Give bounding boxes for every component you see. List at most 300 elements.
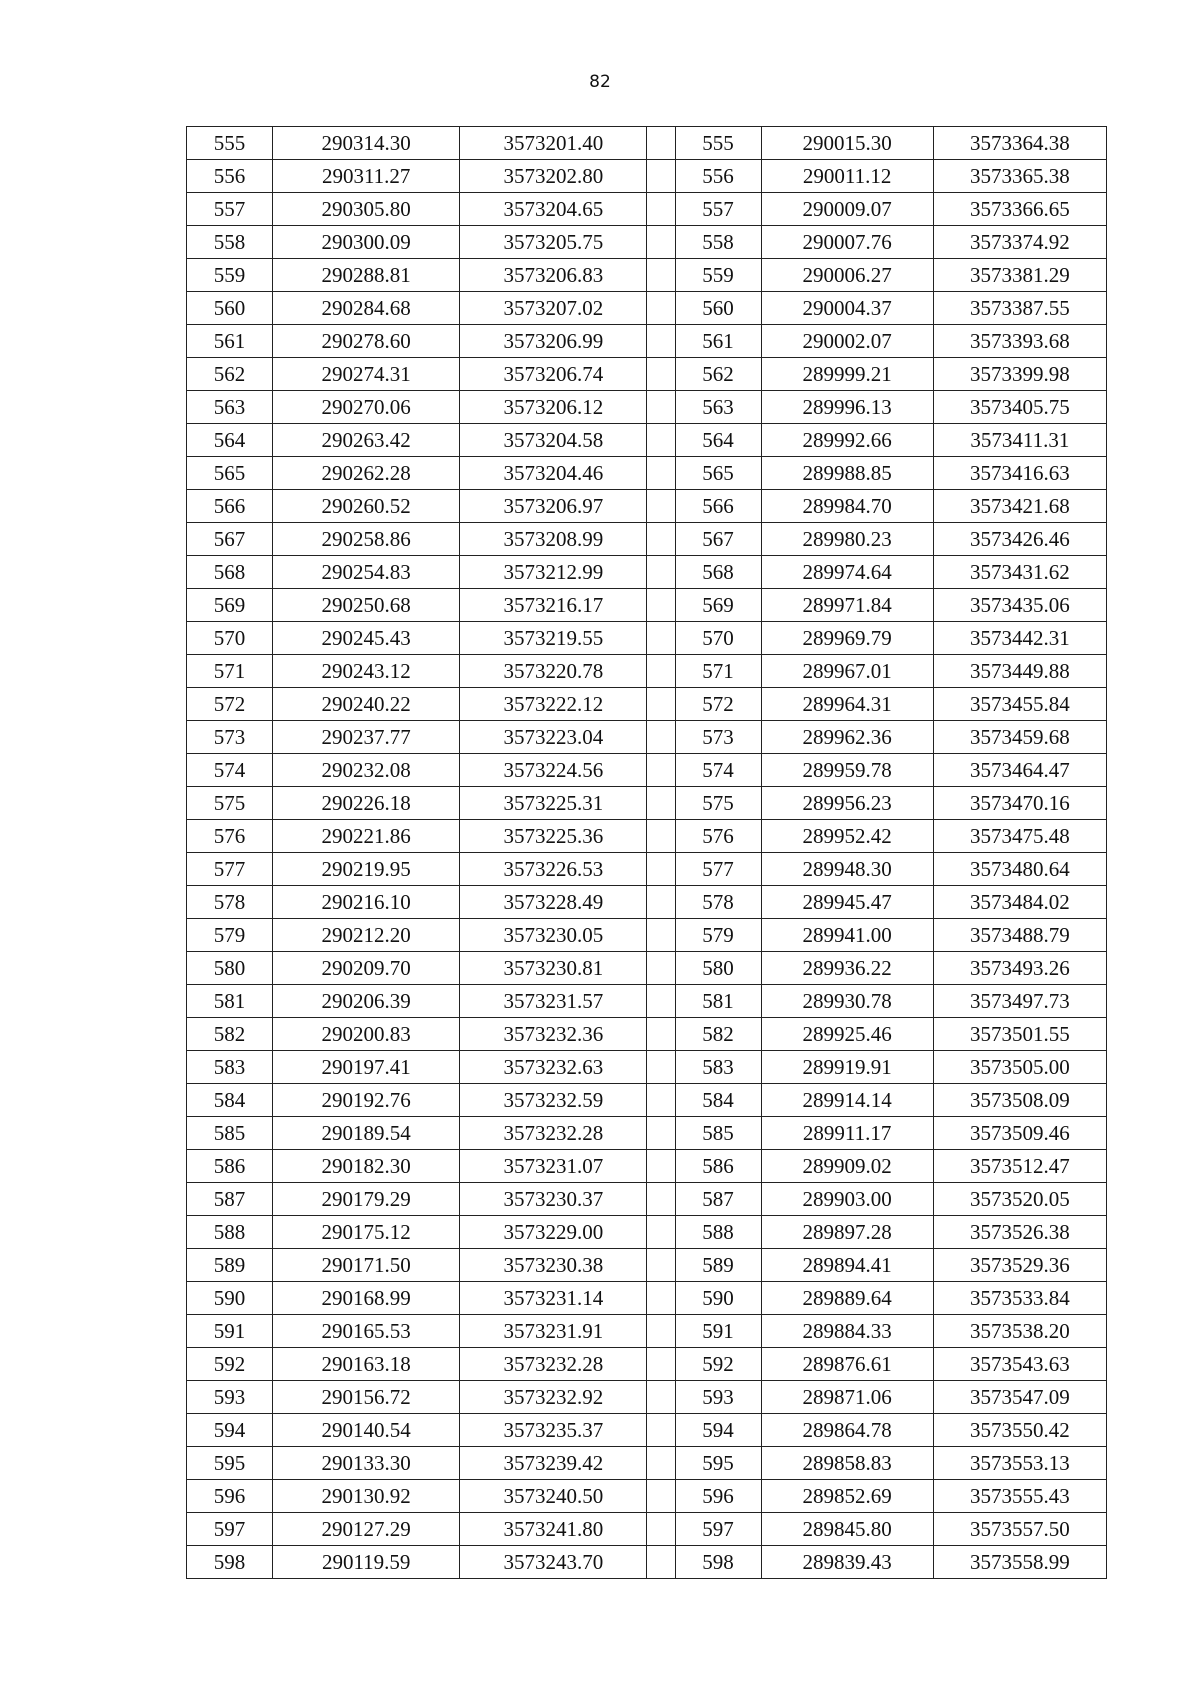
y-coord-right-cell: 3573501.55 xyxy=(933,1018,1106,1051)
point-id-left-cell: 593 xyxy=(187,1381,273,1414)
x-coord-right-cell: 289945.47 xyxy=(761,886,933,919)
y-coord-right-cell: 3573387.55 xyxy=(933,292,1106,325)
table-row xyxy=(187,127,1107,160)
x-coord-left-cell: 290270.06 xyxy=(273,391,460,424)
point-id-left-cell: 567 xyxy=(187,523,273,556)
x-coord-left-cell: 290260.52 xyxy=(273,490,460,523)
x-coord-right-cell: 289871.06 xyxy=(761,1381,933,1414)
coordinates-table xyxy=(186,126,1107,1579)
x-coord-left-cell: 290278.60 xyxy=(273,325,460,358)
y-coord-right-cell: 3573399.98 xyxy=(933,358,1106,391)
table-row xyxy=(187,1051,1107,1084)
x-coord-left-cell: 290245.43 xyxy=(273,622,460,655)
y-coord-left-cell: 3573231.57 xyxy=(460,985,647,1018)
y-coord-right-cell: 3573480.64 xyxy=(933,853,1106,886)
point-id-right-cell: 573 xyxy=(675,721,761,754)
point-id-right-cell: 567 xyxy=(675,523,761,556)
point-id-right-cell: 563 xyxy=(675,391,761,424)
y-coord-right-cell: 3573374.92 xyxy=(933,226,1106,259)
point-id-left-cell: 566 xyxy=(187,490,273,523)
x-coord-right-cell: 289967.01 xyxy=(761,655,933,688)
y-coord-right-cell: 3573509.46 xyxy=(933,1117,1106,1150)
y-coord-right-cell: 3573364.38 xyxy=(933,127,1106,160)
point-id-left-cell: 598 xyxy=(187,1546,273,1579)
y-coord-left-cell: 3573225.31 xyxy=(460,787,647,820)
separator-cell xyxy=(647,1249,675,1282)
y-coord-left-cell: 3573204.46 xyxy=(460,457,647,490)
x-coord-right-cell: 289971.84 xyxy=(761,589,933,622)
table-row xyxy=(187,1117,1107,1150)
separator-cell xyxy=(647,721,675,754)
point-id-right-cell: 590 xyxy=(675,1282,761,1315)
table-row xyxy=(187,457,1107,490)
point-id-right-cell: 566 xyxy=(675,490,761,523)
x-coord-left-cell: 290130.92 xyxy=(273,1480,460,1513)
separator-cell xyxy=(647,424,675,457)
x-coord-right-cell: 289930.78 xyxy=(761,985,933,1018)
y-coord-right-cell: 3573464.47 xyxy=(933,754,1106,787)
x-coord-right-cell: 289852.69 xyxy=(761,1480,933,1513)
table-row xyxy=(187,1183,1107,1216)
x-coord-left-cell: 290314.30 xyxy=(273,127,460,160)
point-id-left-cell: 560 xyxy=(187,292,273,325)
x-coord-right-cell: 289992.66 xyxy=(761,424,933,457)
x-coord-left-cell: 290163.18 xyxy=(273,1348,460,1381)
point-id-right-cell: 556 xyxy=(675,160,761,193)
y-coord-left-cell: 3573240.50 xyxy=(460,1480,647,1513)
y-coord-right-cell: 3573505.00 xyxy=(933,1051,1106,1084)
separator-cell xyxy=(647,1381,675,1414)
separator-cell xyxy=(647,1546,675,1579)
y-coord-right-cell: 3573442.31 xyxy=(933,622,1106,655)
y-coord-left-cell: 3573201.40 xyxy=(460,127,647,160)
point-id-left-cell: 557 xyxy=(187,193,273,226)
point-id-left-cell: 581 xyxy=(187,985,273,1018)
y-coord-right-cell: 3573508.09 xyxy=(933,1084,1106,1117)
x-coord-left-cell: 290133.30 xyxy=(273,1447,460,1480)
x-coord-left-cell: 290197.41 xyxy=(273,1051,460,1084)
y-coord-right-cell: 3573459.68 xyxy=(933,721,1106,754)
x-coord-right-cell: 289864.78 xyxy=(761,1414,933,1447)
point-id-right-cell: 586 xyxy=(675,1150,761,1183)
x-coord-left-cell: 290189.54 xyxy=(273,1117,460,1150)
table-row xyxy=(187,754,1107,787)
separator-cell xyxy=(647,1216,675,1249)
table-row xyxy=(187,589,1107,622)
y-coord-left-cell: 3573220.78 xyxy=(460,655,647,688)
point-id-right-cell: 581 xyxy=(675,985,761,1018)
x-coord-right-cell: 289914.14 xyxy=(761,1084,933,1117)
point-id-left-cell: 584 xyxy=(187,1084,273,1117)
x-coord-left-cell: 290311.27 xyxy=(273,160,460,193)
x-coord-right-cell: 289984.70 xyxy=(761,490,933,523)
point-id-right-cell: 568 xyxy=(675,556,761,589)
point-id-right-cell: 585 xyxy=(675,1117,761,1150)
separator-cell xyxy=(647,688,675,721)
separator-cell xyxy=(647,490,675,523)
point-id-right-cell: 579 xyxy=(675,919,761,952)
table-row xyxy=(187,1150,1107,1183)
table-row xyxy=(187,919,1107,952)
x-coord-right-cell: 289903.00 xyxy=(761,1183,933,1216)
y-coord-right-cell: 3573435.06 xyxy=(933,589,1106,622)
y-coord-right-cell: 3573538.20 xyxy=(933,1315,1106,1348)
point-id-right-cell: 578 xyxy=(675,886,761,919)
separator-cell xyxy=(647,754,675,787)
point-id-left-cell: 587 xyxy=(187,1183,273,1216)
x-coord-right-cell: 289996.13 xyxy=(761,391,933,424)
x-coord-right-cell: 289919.91 xyxy=(761,1051,933,1084)
point-id-left-cell: 564 xyxy=(187,424,273,457)
x-coord-right-cell: 289845.80 xyxy=(761,1513,933,1546)
table-row xyxy=(187,1315,1107,1348)
y-coord-left-cell: 3573202.80 xyxy=(460,160,647,193)
point-id-right-cell: 557 xyxy=(675,193,761,226)
x-coord-left-cell: 290127.29 xyxy=(273,1513,460,1546)
point-id-left-cell: 565 xyxy=(187,457,273,490)
y-coord-right-cell: 3573557.50 xyxy=(933,1513,1106,1546)
x-coord-right-cell: 290007.76 xyxy=(761,226,933,259)
x-coord-left-cell: 290182.30 xyxy=(273,1150,460,1183)
x-coord-left-cell: 290300.09 xyxy=(273,226,460,259)
y-coord-right-cell: 3573493.26 xyxy=(933,952,1106,985)
separator-cell xyxy=(647,1315,675,1348)
point-id-left-cell: 559 xyxy=(187,259,273,292)
x-coord-left-cell: 290216.10 xyxy=(273,886,460,919)
x-coord-left-cell: 290240.22 xyxy=(273,688,460,721)
separator-cell xyxy=(647,820,675,853)
y-coord-right-cell: 3573411.31 xyxy=(933,424,1106,457)
point-id-right-cell: 569 xyxy=(675,589,761,622)
x-coord-left-cell: 290206.39 xyxy=(273,985,460,1018)
y-coord-right-cell: 3573455.84 xyxy=(933,688,1106,721)
y-coord-left-cell: 3573232.63 xyxy=(460,1051,647,1084)
y-coord-left-cell: 3573243.70 xyxy=(460,1546,647,1579)
point-id-left-cell: 573 xyxy=(187,721,273,754)
point-id-right-cell: 574 xyxy=(675,754,761,787)
y-coord-left-cell: 3573231.91 xyxy=(460,1315,647,1348)
point-id-left-cell: 596 xyxy=(187,1480,273,1513)
point-id-right-cell: 588 xyxy=(675,1216,761,1249)
x-coord-right-cell: 289974.64 xyxy=(761,556,933,589)
y-coord-left-cell: 3573222.12 xyxy=(460,688,647,721)
y-coord-right-cell: 3573526.38 xyxy=(933,1216,1106,1249)
x-coord-right-cell: 289858.83 xyxy=(761,1447,933,1480)
point-id-right-cell: 558 xyxy=(675,226,761,259)
y-coord-left-cell: 3573232.28 xyxy=(460,1117,647,1150)
x-coord-right-cell: 289925.46 xyxy=(761,1018,933,1051)
y-coord-right-cell: 3573381.29 xyxy=(933,259,1106,292)
separator-cell xyxy=(647,1018,675,1051)
x-coord-right-cell: 290009.07 xyxy=(761,193,933,226)
y-coord-left-cell: 3573232.92 xyxy=(460,1381,647,1414)
y-coord-right-cell: 3573529.36 xyxy=(933,1249,1106,1282)
point-id-left-cell: 583 xyxy=(187,1051,273,1084)
y-coord-right-cell: 3573520.05 xyxy=(933,1183,1106,1216)
point-id-right-cell: 598 xyxy=(675,1546,761,1579)
y-coord-left-cell: 3573232.59 xyxy=(460,1084,647,1117)
separator-cell xyxy=(647,655,675,688)
x-coord-right-cell: 289962.36 xyxy=(761,721,933,754)
y-coord-right-cell: 3573393.68 xyxy=(933,325,1106,358)
point-id-left-cell: 555 xyxy=(187,127,273,160)
table-row xyxy=(187,358,1107,391)
point-id-right-cell: 576 xyxy=(675,820,761,853)
y-coord-right-cell: 3573555.43 xyxy=(933,1480,1106,1513)
point-id-right-cell: 597 xyxy=(675,1513,761,1546)
table-row xyxy=(187,721,1107,754)
separator-cell xyxy=(647,1117,675,1150)
x-coord-left-cell: 290250.68 xyxy=(273,589,460,622)
x-coord-right-cell: 289911.17 xyxy=(761,1117,933,1150)
y-coord-right-cell: 3573405.75 xyxy=(933,391,1106,424)
table-row xyxy=(187,325,1107,358)
y-coord-left-cell: 3573216.17 xyxy=(460,589,647,622)
y-coord-left-cell: 3573230.37 xyxy=(460,1183,647,1216)
y-coord-left-cell: 3573207.02 xyxy=(460,292,647,325)
x-coord-right-cell: 289941.00 xyxy=(761,919,933,952)
point-id-right-cell: 584 xyxy=(675,1084,761,1117)
point-id-right-cell: 562 xyxy=(675,358,761,391)
point-id-left-cell: 586 xyxy=(187,1150,273,1183)
point-id-right-cell: 565 xyxy=(675,457,761,490)
y-coord-left-cell: 3573232.36 xyxy=(460,1018,647,1051)
point-id-left-cell: 571 xyxy=(187,655,273,688)
y-coord-right-cell: 3573431.62 xyxy=(933,556,1106,589)
y-coord-right-cell: 3573512.47 xyxy=(933,1150,1106,1183)
y-coord-right-cell: 3573550.42 xyxy=(933,1414,1106,1447)
separator-cell xyxy=(647,1150,675,1183)
x-coord-left-cell: 290221.86 xyxy=(273,820,460,853)
x-coord-left-cell: 290284.68 xyxy=(273,292,460,325)
y-coord-right-cell: 3573547.09 xyxy=(933,1381,1106,1414)
point-id-right-cell: 596 xyxy=(675,1480,761,1513)
x-coord-left-cell: 290237.77 xyxy=(273,721,460,754)
x-coord-right-cell: 289889.64 xyxy=(761,1282,933,1315)
y-coord-right-cell: 3573497.73 xyxy=(933,985,1106,1018)
point-id-right-cell: 591 xyxy=(675,1315,761,1348)
x-coord-left-cell: 290179.29 xyxy=(273,1183,460,1216)
separator-cell xyxy=(647,457,675,490)
y-coord-left-cell: 3573205.75 xyxy=(460,226,647,259)
point-id-left-cell: 588 xyxy=(187,1216,273,1249)
x-coord-left-cell: 290258.86 xyxy=(273,523,460,556)
x-coord-right-cell: 289988.85 xyxy=(761,457,933,490)
y-coord-left-cell: 3573223.04 xyxy=(460,721,647,754)
y-coord-left-cell: 3573212.99 xyxy=(460,556,647,589)
point-id-right-cell: 593 xyxy=(675,1381,761,1414)
y-coord-right-cell: 3573366.65 xyxy=(933,193,1106,226)
separator-cell xyxy=(647,292,675,325)
table-row xyxy=(187,886,1107,919)
table-row xyxy=(187,1249,1107,1282)
x-coord-left-cell: 290209.70 xyxy=(273,952,460,985)
table-row xyxy=(187,1513,1107,1546)
x-coord-left-cell: 290274.31 xyxy=(273,358,460,391)
separator-cell xyxy=(647,952,675,985)
separator-cell xyxy=(647,1348,675,1381)
separator-cell xyxy=(647,1513,675,1546)
table-row xyxy=(187,622,1107,655)
y-coord-right-cell: 3573421.68 xyxy=(933,490,1106,523)
page-number: 82 xyxy=(589,72,611,92)
point-id-right-cell: 595 xyxy=(675,1447,761,1480)
y-coord-left-cell: 3573206.99 xyxy=(460,325,647,358)
separator-cell xyxy=(647,1282,675,1315)
point-id-left-cell: 577 xyxy=(187,853,273,886)
x-coord-right-cell: 290015.30 xyxy=(761,127,933,160)
x-coord-left-cell: 290175.12 xyxy=(273,1216,460,1249)
point-id-left-cell: 595 xyxy=(187,1447,273,1480)
table-row xyxy=(187,193,1107,226)
x-coord-right-cell: 289839.43 xyxy=(761,1546,933,1579)
table-row xyxy=(187,292,1107,325)
separator-cell xyxy=(647,523,675,556)
x-coord-left-cell: 290243.12 xyxy=(273,655,460,688)
y-coord-left-cell: 3573230.05 xyxy=(460,919,647,952)
separator-cell xyxy=(647,1183,675,1216)
point-id-right-cell: 587 xyxy=(675,1183,761,1216)
x-coord-left-cell: 290140.54 xyxy=(273,1414,460,1447)
separator-cell xyxy=(647,886,675,919)
separator-cell xyxy=(647,589,675,622)
x-coord-right-cell: 289897.28 xyxy=(761,1216,933,1249)
table-row xyxy=(187,952,1107,985)
point-id-right-cell: 594 xyxy=(675,1414,761,1447)
table-row xyxy=(187,1414,1107,1447)
y-coord-left-cell: 3573229.00 xyxy=(460,1216,647,1249)
point-id-left-cell: 576 xyxy=(187,820,273,853)
y-coord-right-cell: 3573558.99 xyxy=(933,1546,1106,1579)
x-coord-left-cell: 290171.50 xyxy=(273,1249,460,1282)
separator-cell xyxy=(647,853,675,886)
point-id-left-cell: 580 xyxy=(187,952,273,985)
point-id-left-cell: 579 xyxy=(187,919,273,952)
table-row xyxy=(187,820,1107,853)
y-coord-left-cell: 3573232.28 xyxy=(460,1348,647,1381)
point-id-right-cell: 592 xyxy=(675,1348,761,1381)
point-id-left-cell: 570 xyxy=(187,622,273,655)
y-coord-right-cell: 3573416.63 xyxy=(933,457,1106,490)
y-coord-left-cell: 3573230.81 xyxy=(460,952,647,985)
point-id-left-cell: 590 xyxy=(187,1282,273,1315)
separator-cell xyxy=(647,127,675,160)
point-id-left-cell: 585 xyxy=(187,1117,273,1150)
point-id-right-cell: 583 xyxy=(675,1051,761,1084)
x-coord-right-cell: 290002.07 xyxy=(761,325,933,358)
point-id-left-cell: 556 xyxy=(187,160,273,193)
point-id-left-cell: 574 xyxy=(187,754,273,787)
x-coord-left-cell: 290263.42 xyxy=(273,424,460,457)
y-coord-left-cell: 3573231.14 xyxy=(460,1282,647,1315)
y-coord-right-cell: 3573449.88 xyxy=(933,655,1106,688)
y-coord-left-cell: 3573228.49 xyxy=(460,886,647,919)
x-coord-right-cell: 289956.23 xyxy=(761,787,933,820)
point-id-left-cell: 569 xyxy=(187,589,273,622)
separator-cell xyxy=(647,622,675,655)
table-row xyxy=(187,1282,1107,1315)
table-row xyxy=(187,1216,1107,1249)
y-coord-left-cell: 3573239.42 xyxy=(460,1447,647,1480)
table-row xyxy=(187,853,1107,886)
x-coord-left-cell: 290192.76 xyxy=(273,1084,460,1117)
x-coord-right-cell: 289999.21 xyxy=(761,358,933,391)
point-id-right-cell: 555 xyxy=(675,127,761,160)
x-coord-left-cell: 290232.08 xyxy=(273,754,460,787)
coordinates-table-body xyxy=(187,127,1107,1579)
x-coord-left-cell: 290288.81 xyxy=(273,259,460,292)
x-coord-right-cell: 290004.37 xyxy=(761,292,933,325)
table-row xyxy=(187,391,1107,424)
x-coord-right-cell: 289969.79 xyxy=(761,622,933,655)
point-id-right-cell: 564 xyxy=(675,424,761,457)
table-row xyxy=(187,1381,1107,1414)
x-coord-left-cell: 290200.83 xyxy=(273,1018,460,1051)
table-row xyxy=(187,160,1107,193)
y-coord-left-cell: 3573206.83 xyxy=(460,259,647,292)
separator-cell xyxy=(647,1414,675,1447)
separator-cell xyxy=(647,1480,675,1513)
separator-cell xyxy=(647,1051,675,1084)
table-row xyxy=(187,1018,1107,1051)
separator-cell xyxy=(647,226,675,259)
x-coord-left-cell: 290168.99 xyxy=(273,1282,460,1315)
point-id-right-cell: 559 xyxy=(675,259,761,292)
separator-cell xyxy=(647,325,675,358)
x-coord-right-cell: 289876.61 xyxy=(761,1348,933,1381)
x-coord-left-cell: 290165.53 xyxy=(273,1315,460,1348)
point-id-left-cell: 589 xyxy=(187,1249,273,1282)
x-coord-left-cell: 290254.83 xyxy=(273,556,460,589)
point-id-right-cell: 582 xyxy=(675,1018,761,1051)
x-coord-left-cell: 290262.28 xyxy=(273,457,460,490)
y-coord-right-cell: 3573470.16 xyxy=(933,787,1106,820)
point-id-right-cell: 560 xyxy=(675,292,761,325)
separator-cell xyxy=(647,556,675,589)
point-id-left-cell: 597 xyxy=(187,1513,273,1546)
table-row xyxy=(187,1447,1107,1480)
x-coord-right-cell: 289980.23 xyxy=(761,523,933,556)
point-id-right-cell: 575 xyxy=(675,787,761,820)
point-id-right-cell: 561 xyxy=(675,325,761,358)
separator-cell xyxy=(647,193,675,226)
y-coord-right-cell: 3573426.46 xyxy=(933,523,1106,556)
point-id-right-cell: 580 xyxy=(675,952,761,985)
table-row xyxy=(187,556,1107,589)
y-coord-left-cell: 3573204.58 xyxy=(460,424,647,457)
y-coord-left-cell: 3573206.12 xyxy=(460,391,647,424)
point-id-left-cell: 578 xyxy=(187,886,273,919)
x-coord-right-cell: 290006.27 xyxy=(761,259,933,292)
y-coord-left-cell: 3573206.74 xyxy=(460,358,647,391)
separator-cell xyxy=(647,259,675,292)
y-coord-left-cell: 3573235.37 xyxy=(460,1414,647,1447)
table-row xyxy=(187,1546,1107,1579)
point-id-left-cell: 563 xyxy=(187,391,273,424)
x-coord-right-cell: 289909.02 xyxy=(761,1150,933,1183)
table-row xyxy=(187,985,1107,1018)
point-id-left-cell: 572 xyxy=(187,688,273,721)
point-id-left-cell: 582 xyxy=(187,1018,273,1051)
y-coord-left-cell: 3573230.38 xyxy=(460,1249,647,1282)
separator-cell xyxy=(647,358,675,391)
x-coord-right-cell: 289894.41 xyxy=(761,1249,933,1282)
x-coord-right-cell: 289964.31 xyxy=(761,688,933,721)
point-id-left-cell: 592 xyxy=(187,1348,273,1381)
y-coord-left-cell: 3573241.80 xyxy=(460,1513,647,1546)
x-coord-left-cell: 290226.18 xyxy=(273,787,460,820)
y-coord-right-cell: 3573488.79 xyxy=(933,919,1106,952)
